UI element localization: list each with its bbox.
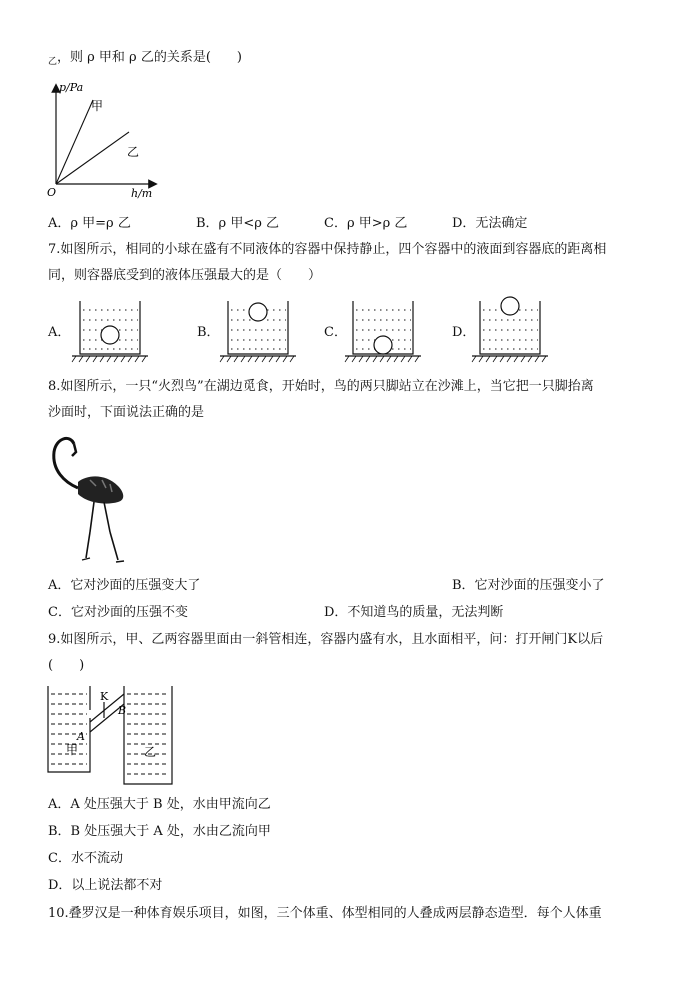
q9-stem-line1: 9.如图所示，甲、乙两容器里面由一斜管相连，容器内盛有水，且水面相平，问：打开闸门K以后: [48, 632, 604, 647]
q7-option-a-label[interactable]: A．: [48, 325, 71, 340]
q7-option-c-label[interactable]: C．: [324, 325, 347, 340]
q6-option-c[interactable]: C．ρ 甲>ρ 乙: [324, 216, 408, 231]
container-jia-label: 甲: [66, 743, 79, 757]
q7-container-b: [218, 298, 300, 368]
q9-stem-line2: ( ): [48, 658, 85, 673]
point-a-label: A: [77, 730, 85, 743]
line-jia-label: 甲: [91, 99, 104, 113]
flamingo-figure: [42, 430, 142, 570]
q6-prefix: 乙: [48, 57, 58, 67]
q9-option-c[interactable]: C．水不流动: [48, 851, 123, 866]
q9-option-b[interactable]: B．B 处压强大于 A 处，水由乙流向甲: [48, 824, 271, 839]
q7-container-c: [343, 298, 425, 368]
q6-pressure-depth-graph: [45, 80, 160, 200]
q6-option-d[interactable]: D．无法确定: [452, 216, 528, 231]
q8-stem-line1: 8.如图所示，一只“火烈鸟”在湖边觅食，开始时，鸟的两只脚站立在沙滩上，当它把一只脚抬离: [48, 379, 594, 394]
q9-option-a[interactable]: A．A 处压强大于 B 处，水由甲流向乙: [48, 797, 271, 812]
x-axis-label: h/m: [131, 187, 153, 200]
q7-stem-line1: 7.如图所示，相同的小球在盛有不同液体的容器中保持静止，四个容器中的液面到容器底的距离相: [48, 242, 607, 257]
q6-option-a[interactable]: A．ρ 甲=ρ 乙: [48, 216, 131, 231]
line-yi-label: 乙: [127, 145, 140, 159]
q9-option-d[interactable]: D．以上说法都不对: [48, 878, 163, 893]
q6-stem: [48, 49, 242, 71]
q7-option-b-label[interactable]: B．: [197, 325, 220, 340]
q10-stem-line1: 10.叠罗汉是一种体育娱乐项目，如图，三个体重、体型相同的人叠成两层静态造型．每个人体重: [48, 906, 602, 921]
q8-stem-line2: 沙面时，下面说法正确的是: [48, 405, 205, 420]
q7-container-d: [470, 298, 552, 368]
q8-option-b[interactable]: B．它对沙面的压强变小了: [452, 578, 605, 593]
q7-stem-line2: 同，则容器底受到的液体压强最大的是（ ）: [48, 268, 322, 283]
q6-stem-text: ，则 ρ 甲和 ρ 乙的关系是( ): [57, 50, 242, 65]
q8-option-a[interactable]: A．它对沙面的压强变大了: [48, 578, 201, 593]
container-yi-label: 乙: [144, 745, 157, 759]
q6-option-b[interactable]: B．ρ 甲<ρ 乙: [196, 216, 279, 231]
q8-option-c[interactable]: C．它对沙面的压强不变: [48, 605, 188, 620]
q8-option-d[interactable]: D．不知道鸟的质量，无法判断: [324, 605, 504, 620]
origin-label: O: [47, 186, 57, 199]
valve-k-label: K: [100, 690, 109, 703]
point-b-label: B: [118, 704, 127, 717]
q7-option-d-label[interactable]: D．: [452, 325, 476, 340]
y-axis-label: p/Pa: [59, 81, 84, 94]
q9-connected-containers: [44, 682, 179, 787]
q7-container-a: [70, 298, 152, 368]
